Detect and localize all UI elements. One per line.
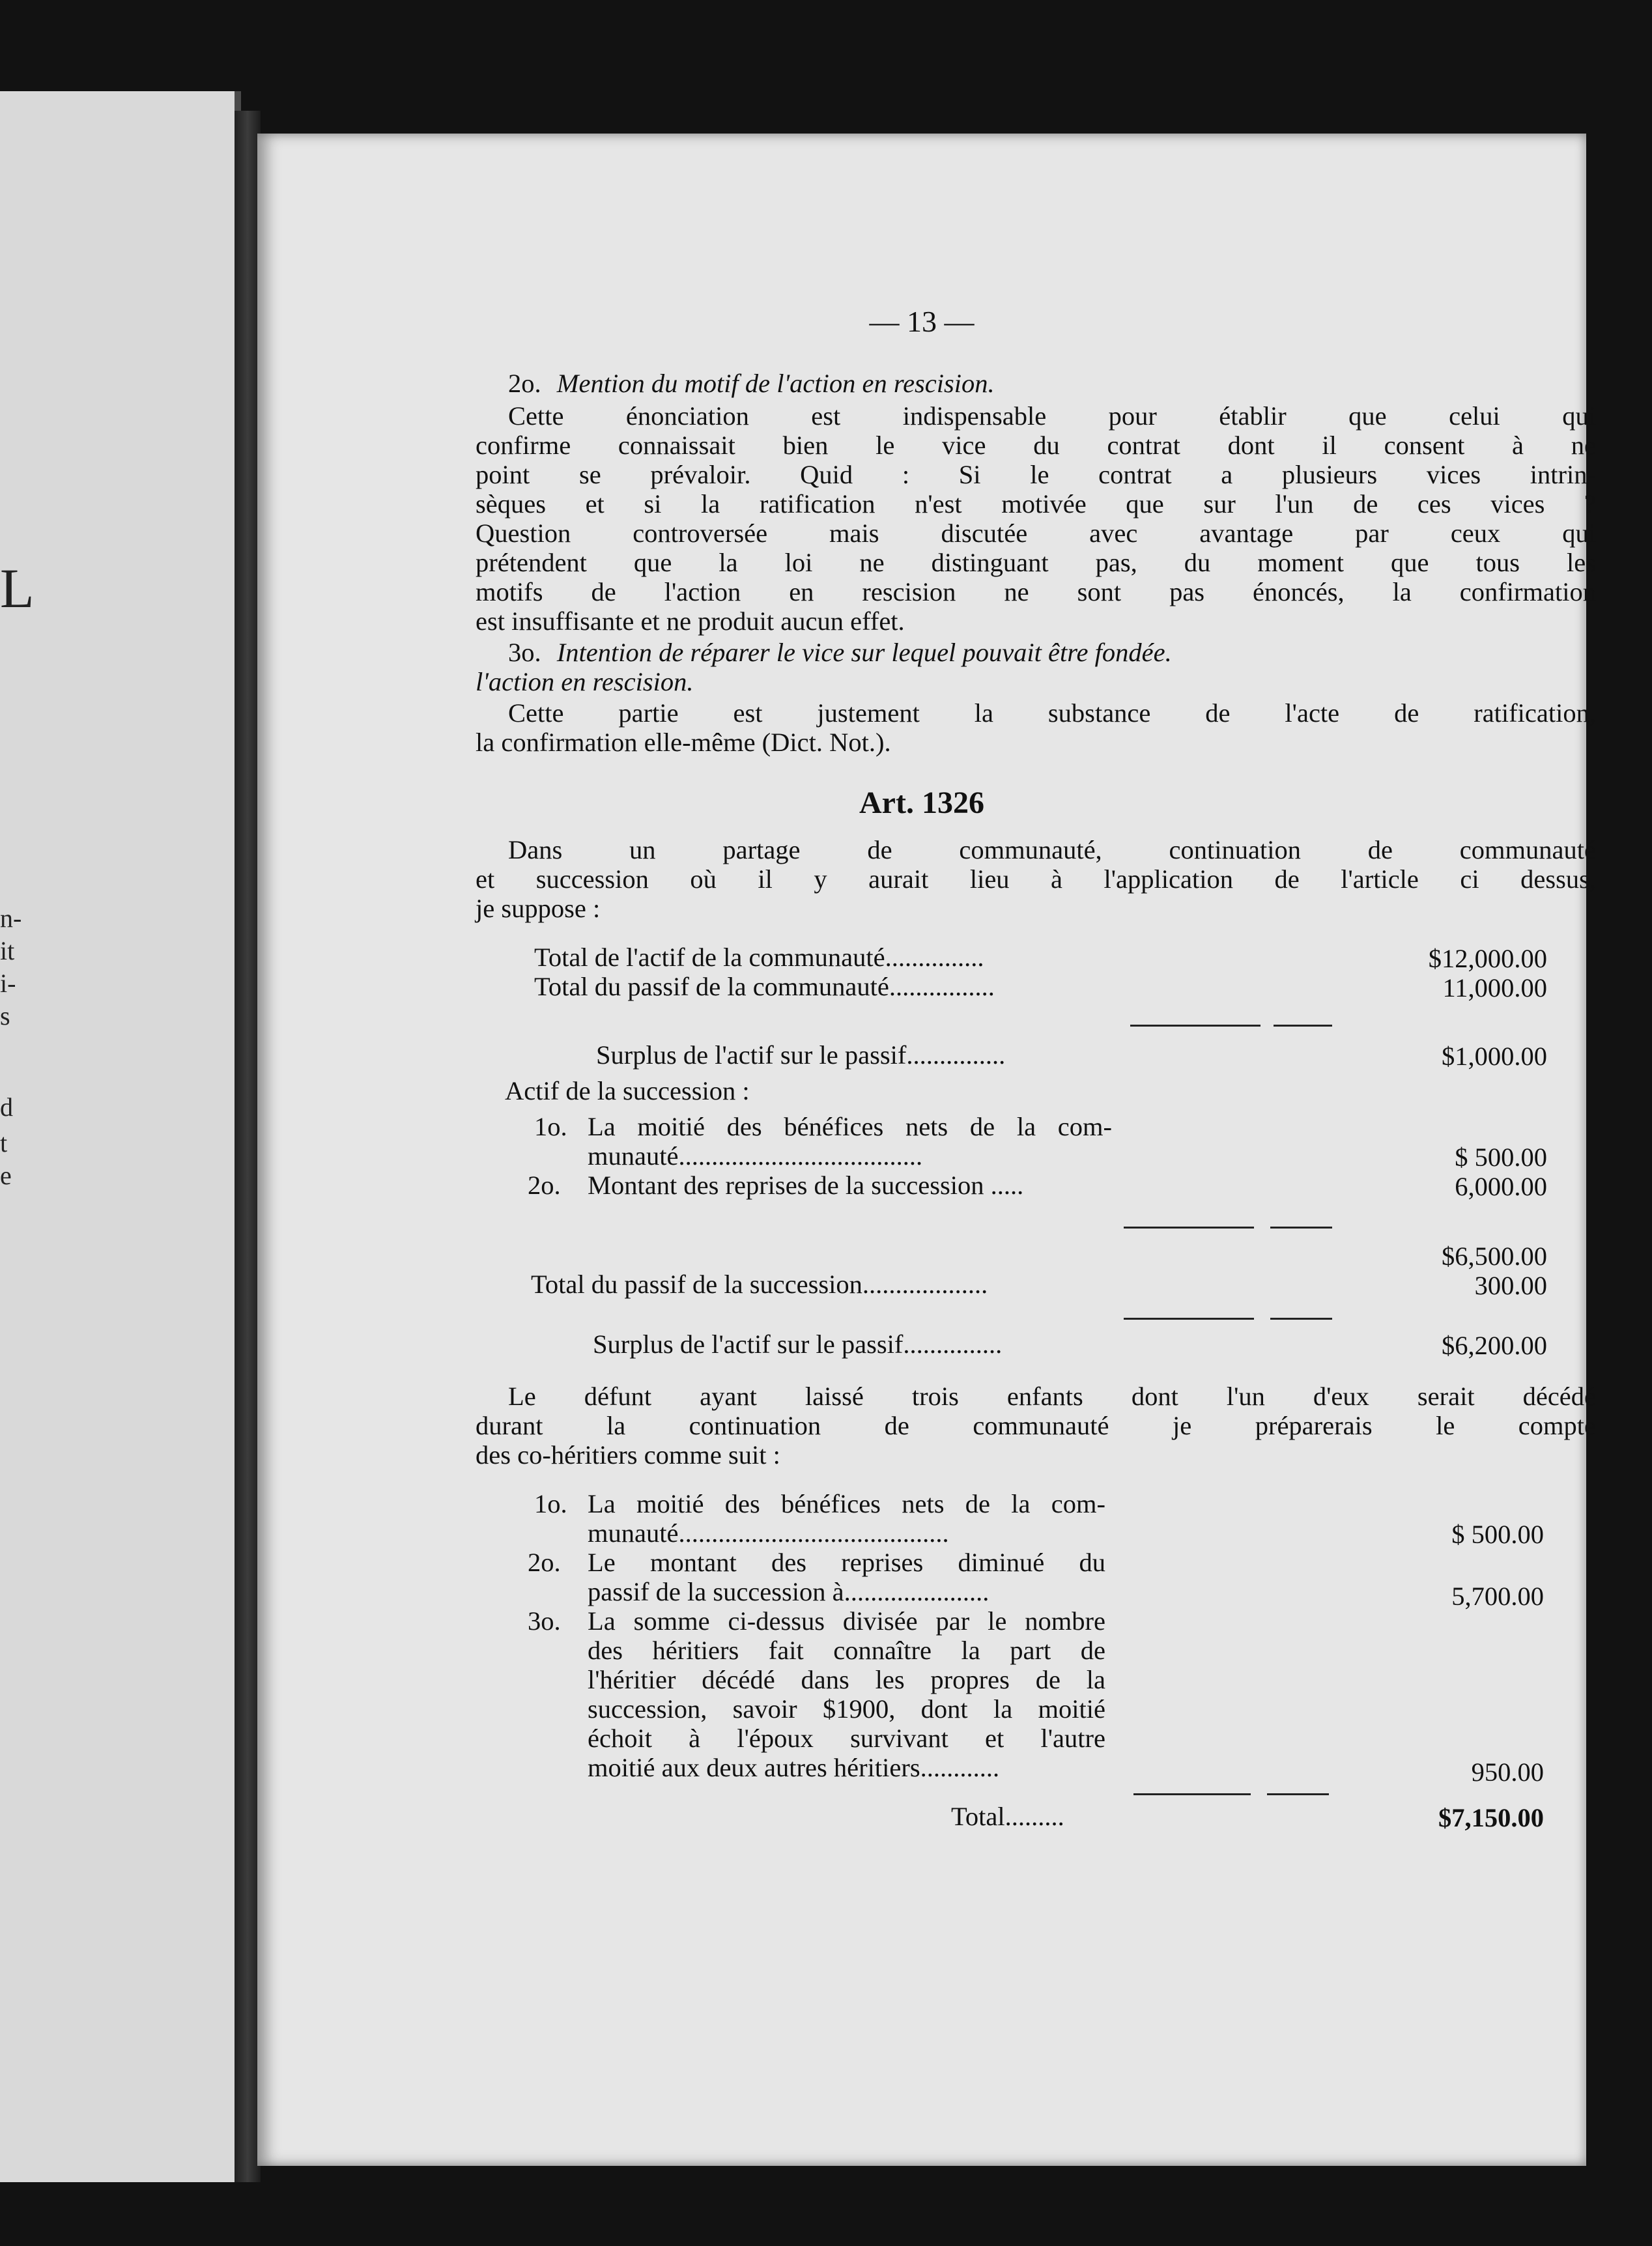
- account-label: Le montant des reprises diminué du: [588, 1548, 1105, 1577]
- book-spine-shadow: [235, 111, 261, 2182]
- account-label: des héritiers fait connaître la part de: [588, 1636, 1105, 1665]
- sum-rule: [1133, 1793, 1251, 1795]
- left-page-letter: d: [0, 1092, 13, 1122]
- account-label: Total du passif de la succession...................: [531, 1270, 988, 1299]
- left-page-letter: s: [0, 1001, 10, 1031]
- paragraph-line: est insuffisante et ne produit aucun effet.: [476, 606, 905, 636]
- paragraph-line: confirme connaissait bien le vice du contrat dont il consent à ne: [476, 431, 1596, 460]
- paragraph-line: et succession où il y aurait lieu à l'application de l'article ci dessus,: [476, 864, 1596, 894]
- account-amount: $ 500.00: [1455, 1143, 1547, 1172]
- account-label: Total du passif de la communauté................: [534, 972, 995, 1001]
- paragraph-line: Dans un partage de communauté, continuation de communauté: [508, 835, 1596, 864]
- left-page-letter: it: [0, 936, 15, 965]
- article-heading: Art. 1326: [859, 786, 984, 820]
- account-amount: 5,700.00: [1451, 1582, 1544, 1611]
- section-3-heading: [508, 638, 1172, 667]
- account-label: Surplus de l'actif sur le passif...............: [593, 1329, 1003, 1359]
- sum-rule: [1124, 1227, 1254, 1229]
- account-label: Montant des reprises de la succession .....: [588, 1171, 1024, 1200]
- paragraph-line: des co-héritiers comme suit :: [476, 1440, 780, 1470]
- paragraph-line: point se prévaloir. Quid : Si le contrat a plusieurs vices intrin-: [476, 460, 1596, 489]
- paragraph-line: motifs de l'action en rescision ne sont pas énoncés, la confirmation: [476, 577, 1596, 606]
- account-label: passif de la succession à......................: [588, 1577, 990, 1606]
- paragraph-line: Le défunt ayant laissé trois enfants dont l'un d'eux serait décédé: [508, 1382, 1596, 1411]
- account-item-number: 1o.: [534, 1112, 567, 1141]
- account-amount: $1,000.00: [1442, 1042, 1547, 1071]
- grand-total-amount: $7,150.00: [1438, 1803, 1544, 1832]
- paragraph-line: je suppose :: [476, 894, 601, 923]
- sum-rule: [1124, 1318, 1254, 1320]
- account-label: l'héritier décédé dans les propres de la: [588, 1665, 1105, 1694]
- account-label: munauté.........................................: [588, 1518, 949, 1548]
- section-title: Mention du motif de l'action en rescision.: [556, 369, 995, 398]
- left-page-letter: n-: [0, 903, 22, 933]
- account-amount: 300.00: [1474, 1271, 1547, 1300]
- grand-total-label: Total.........: [951, 1802, 1064, 1831]
- account-item-number: 1o.: [534, 1489, 567, 1518]
- sum-rule: [1270, 1227, 1332, 1229]
- account-item-number: 2o.: [528, 1171, 561, 1200]
- account-label: Total de l'actif de la communauté...............: [534, 943, 984, 972]
- account-label: La moitié des bénéfices nets de la com-: [588, 1112, 1112, 1141]
- account-item-number: 3o.: [528, 1606, 561, 1636]
- left-page-letter: L: [0, 557, 35, 619]
- section-title-continued: l'action en rescision.: [476, 667, 694, 696]
- account-label: munauté.....................................: [588, 1141, 923, 1171]
- sum-rule: [1270, 1318, 1332, 1320]
- account-label: échoit à l'époux survivant et l'autre: [588, 1724, 1105, 1753]
- section-2-heading: [508, 369, 995, 398]
- account-label: La somme ci-dessus divisée par le nombre: [588, 1606, 1105, 1636]
- account-label: succession, savoir $1900, dont la moitié: [588, 1694, 1105, 1724]
- left-page-letter: i-: [0, 969, 16, 998]
- account-amount: $6,500.00: [1442, 1242, 1547, 1271]
- section-title: Intention de réparer le vice sur lequel pouvait être fondée.: [556, 638, 1172, 667]
- sum-rule: [1274, 1025, 1332, 1027]
- book-page: [257, 134, 1596, 2166]
- page-number: — 13 —: [869, 305, 975, 338]
- paragraph-line: durant la continuation de communauté je préparerais le compte: [476, 1411, 1596, 1440]
- paragraph-line: Question controversée mais discutée avec avantage par ceux qui: [476, 519, 1596, 548]
- previous-page-fragment: [0, 91, 241, 2182]
- account-subheading: Actif de la succession :: [505, 1076, 750, 1105]
- paragraph-line: Cette partie est justement la substance de l'acte de ratification,: [508, 698, 1596, 728]
- account-amount: $ 500.00: [1451, 1520, 1544, 1549]
- account-amount: $12,000.00: [1428, 944, 1547, 973]
- account-item-number: 2o.: [528, 1548, 561, 1577]
- account-amount: 950.00: [1471, 1757, 1544, 1787]
- left-page-letter: t: [0, 1128, 8, 1158]
- account-amount: 6,000.00: [1455, 1172, 1547, 1201]
- paragraph-line: Cette énonciation est indispensable pour établir que celui qui: [508, 401, 1596, 431]
- section-number: 3o.: [508, 638, 541, 667]
- sum-rule: [1130, 1025, 1260, 1027]
- account-label: Surplus de l'actif sur le passif...............: [596, 1040, 1006, 1070]
- section-number: 2o.: [508, 369, 541, 398]
- account-label: moitié aux deux autres héritiers............: [588, 1753, 1000, 1782]
- paragraph-line: prétendent que la loi ne distinguant pas, du moment que tous les: [476, 548, 1596, 577]
- paragraph-line: la confirmation elle-même (Dict. Not.).: [476, 728, 891, 757]
- account-amount: $6,200.00: [1442, 1331, 1547, 1360]
- account-amount: 11,000.00: [1442, 973, 1547, 1002]
- sum-rule: [1267, 1793, 1329, 1795]
- left-page-letter: e: [0, 1161, 12, 1190]
- paragraph-line: sèques et si la ratification n'est motivée que sur l'un de ces vices ?: [476, 489, 1596, 519]
- account-label: La moitié des bénéfices nets de la com-: [588, 1489, 1105, 1518]
